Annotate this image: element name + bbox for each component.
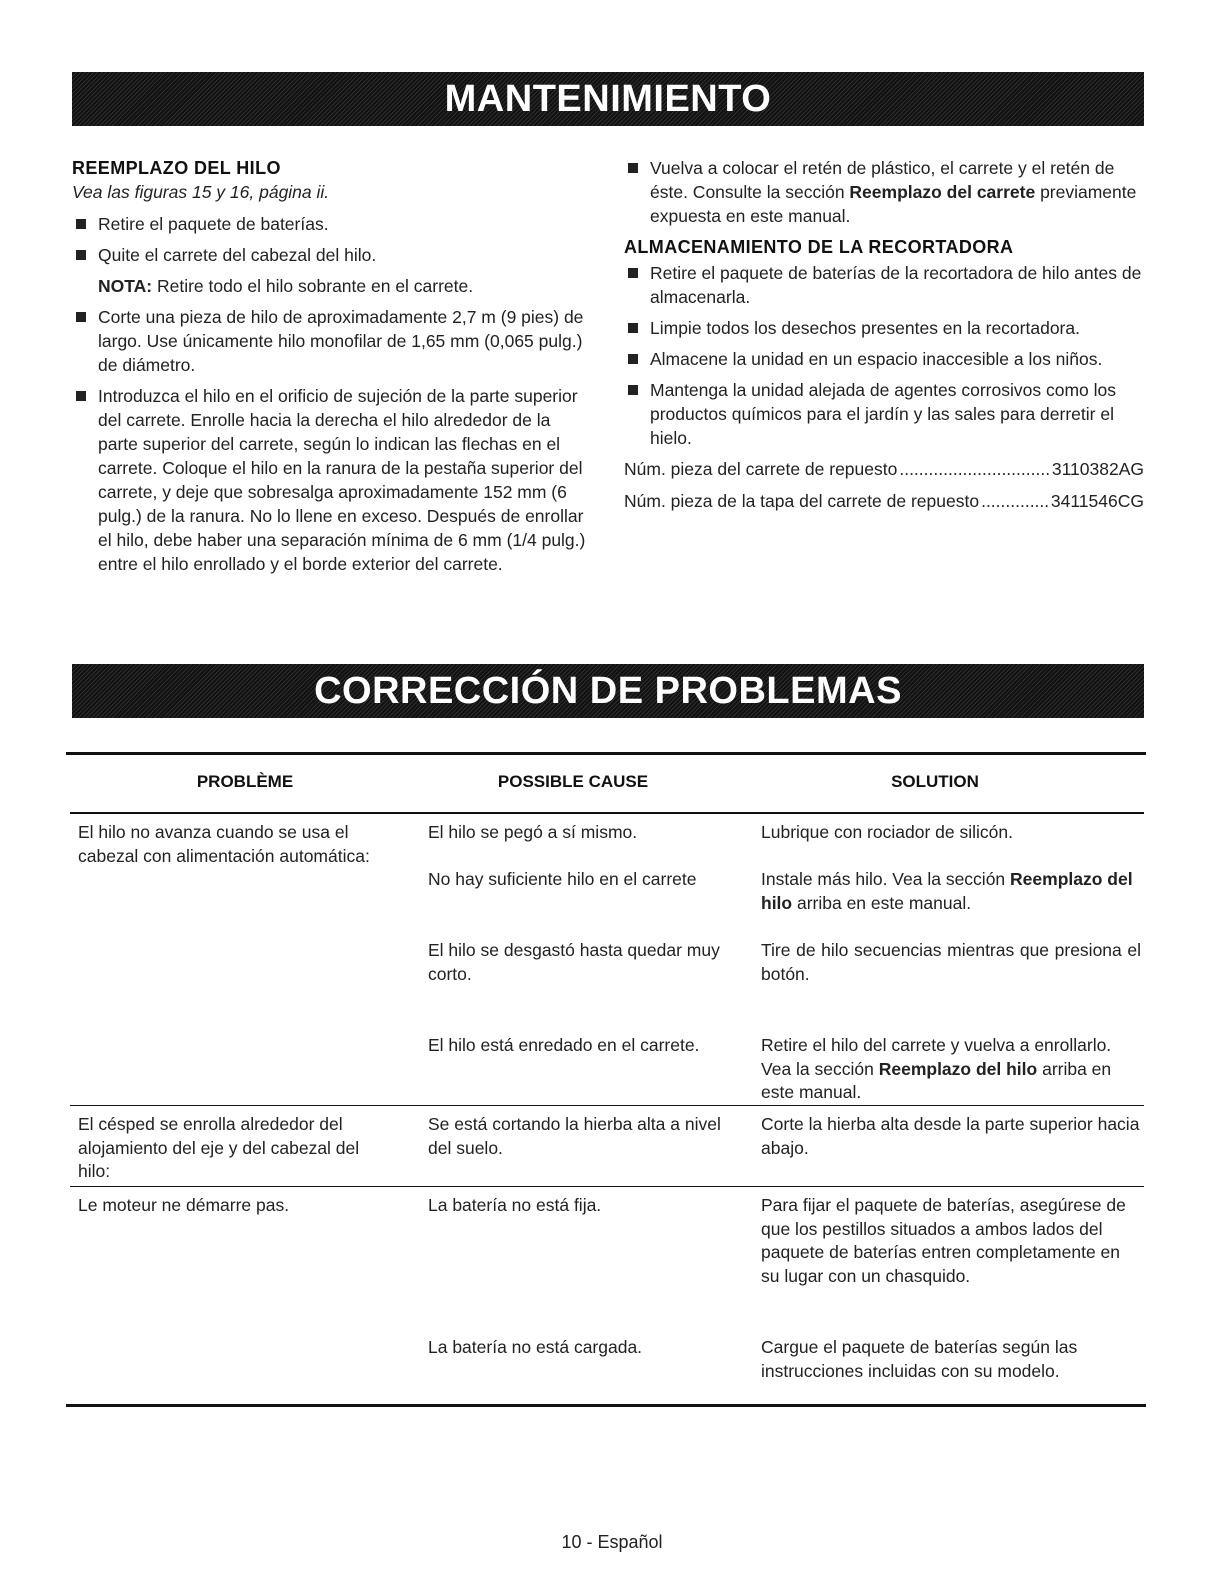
step5-text: Vuelva a colocar el retén de plástico, el carrete y el retén de éste. Consulte la sección xyxy=(650,158,1115,202)
list-item: Mantenga la unidad alejada de agentes corrosivos como los productos químicos para el jardín y las sales para derretir el hielo. xyxy=(624,378,1144,450)
list-item: Introduzca el hilo en el orificio de sujeción de la parte superior del carrete. Enrolle hacia la derecha el hilo alrededor de la parte superior del carrete, según lo indican las flechas en el carrete. Coloque el hilo en la ranura de la pestaña superior del carrete, y deje que sobresalga aproximadamente 152 mm (6 pulg.) de la ranura. No lo llene en exceso. Después de enrollar el hilo, debe haber una separación mínima de 6 mm (1/4 pulg.) entre el hilo enrollado y el borde exterior del carrete. xyxy=(72,384,586,576)
part-number: 3411546CG xyxy=(1050,491,1144,511)
list-item: Almacene la unidad en un espacio inaccesible a los niños. xyxy=(624,347,1144,371)
part-number-spool xyxy=(624,457,1144,481)
storage-list xyxy=(624,261,1144,450)
solution-text: Retire el hilo del carrete y vuelva a enrollarlo. Vea la sección xyxy=(761,1035,1112,1079)
solution-cell: Corte la hierba alta desde la parte superior hacia abajo. xyxy=(761,1114,1140,1158)
right-column xyxy=(624,156,1144,513)
list-item: Limpie todos los desechos presentes en la recortadora. xyxy=(624,316,1144,340)
header-solution: SOLUTION xyxy=(891,772,979,791)
solution-text-end: arriba en este manual. xyxy=(792,892,972,913)
solution-cell: Cargue el paquete de baterías según las instrucciones incluidas con su modelo. xyxy=(761,1337,1078,1381)
cause-cell: No hay suficiente hilo en el carrete xyxy=(428,869,697,889)
solution-ref: Reemplazo del hilo xyxy=(761,869,1133,913)
replace-line-subtitle: Vea las figuras 15 y 16, página ii. xyxy=(72,182,330,202)
problem-cell: El hilo no avanza cuando se usa el cabezal con alimentación automática: xyxy=(78,822,370,866)
solution-cell xyxy=(761,1034,1141,1105)
solution-cell: Para fijar el paquete de baterías, asegúrese de que los pestillos situados a ambos lados del paquete de baterías entren completamente en su lugar con un chasquido. xyxy=(761,1195,1126,1286)
page-footer: 10 - Español xyxy=(561,1532,663,1552)
cause-cell: El hilo se pegó a sí mismo. xyxy=(428,822,638,842)
cause-cell: La batería no está cargada. xyxy=(428,1337,643,1357)
solution-ref: Reemplazo del hilo xyxy=(878,1058,1038,1079)
cause-cell: Se está cortando la hierba alta a nivel del suelo. xyxy=(428,1114,721,1158)
replace-line-section xyxy=(72,156,586,583)
solution-text-end: arriba en este manual. xyxy=(761,1058,1112,1102)
leader-dots xyxy=(981,489,1049,513)
problem-cell: Le moteur ne démarre pas. xyxy=(78,1195,290,1215)
replace-line-steps-3 xyxy=(624,156,1144,228)
step5-text-end: previamente expuesta en este manual. xyxy=(650,182,1137,226)
header-cause: POSSIBLE CAUSE xyxy=(497,772,649,791)
list-item: Corte una pieza de hilo de aproximadamente 2,7 m (9 pies) de largo. Use únicamente hilo monofilar de 1,65 mm (0,065 pulg.) de diámetro. xyxy=(72,305,586,377)
note-label: NOTA: xyxy=(98,276,153,296)
replace-line-steps xyxy=(72,212,586,267)
row-divider xyxy=(70,1186,1144,1187)
list-item: Retire el paquete de baterías de la recortadora de hilo antes de almacenarla. xyxy=(624,261,1144,309)
cause-cell: El hilo está enredado en el carrete. xyxy=(428,1035,700,1055)
replace-line-title: REEMPLAZO DEL HILO xyxy=(72,158,281,178)
note-text: Retire todo el hilo sobrante en el carrete. xyxy=(152,276,474,296)
note xyxy=(72,274,586,298)
table-top-rule xyxy=(66,752,1146,755)
troubleshooting-banner: CORRECCIÓN DE PROBLEMAS xyxy=(72,664,1144,718)
problem-cell: El césped se enrolla alrededor del alojamiento del eje y del cabezal del hilo: xyxy=(78,1114,360,1181)
leader-dots xyxy=(899,457,1050,481)
part-label: Núm. pieza del carrete de repuesto xyxy=(624,459,898,479)
replace-line-steps-2 xyxy=(72,305,586,576)
list-item: Quite el carrete del cabezal del hilo. xyxy=(72,243,586,267)
table-bottom-rule xyxy=(66,1404,1146,1407)
maintenance-banner: MANTENIMIENTO xyxy=(72,72,1144,126)
header-problem: PROBLÈME xyxy=(196,772,294,791)
storage-title: ALMACENAMIENTO DE LA RECORTADORA xyxy=(624,237,1014,257)
list-item: Retire el paquete de baterías. xyxy=(72,212,586,236)
cause-cell: El hilo se desgastó hasta quedar muy corto. xyxy=(428,940,720,984)
solution-cell: Lubrique con rociador de silicón. xyxy=(761,822,1013,842)
step5-ref: Reemplazo del carrete xyxy=(849,182,1036,202)
part-number: 3110382AG xyxy=(1051,459,1144,479)
cause-cell: La batería no está fija. xyxy=(428,1195,602,1215)
solution-text: Instale más hilo. Vea la sección xyxy=(761,869,1011,889)
list-item xyxy=(624,156,1144,228)
solution-cell: Tire de hilo secuencias mientras que presiona el botón. xyxy=(761,940,1141,984)
row-divider xyxy=(70,1105,1144,1106)
part-number-spool-cap xyxy=(624,489,1144,513)
solution-cell xyxy=(761,868,1141,915)
part-label: Núm. pieza de la tapa del carrete de repuesto xyxy=(624,491,980,511)
table-header-rule xyxy=(70,812,1144,814)
